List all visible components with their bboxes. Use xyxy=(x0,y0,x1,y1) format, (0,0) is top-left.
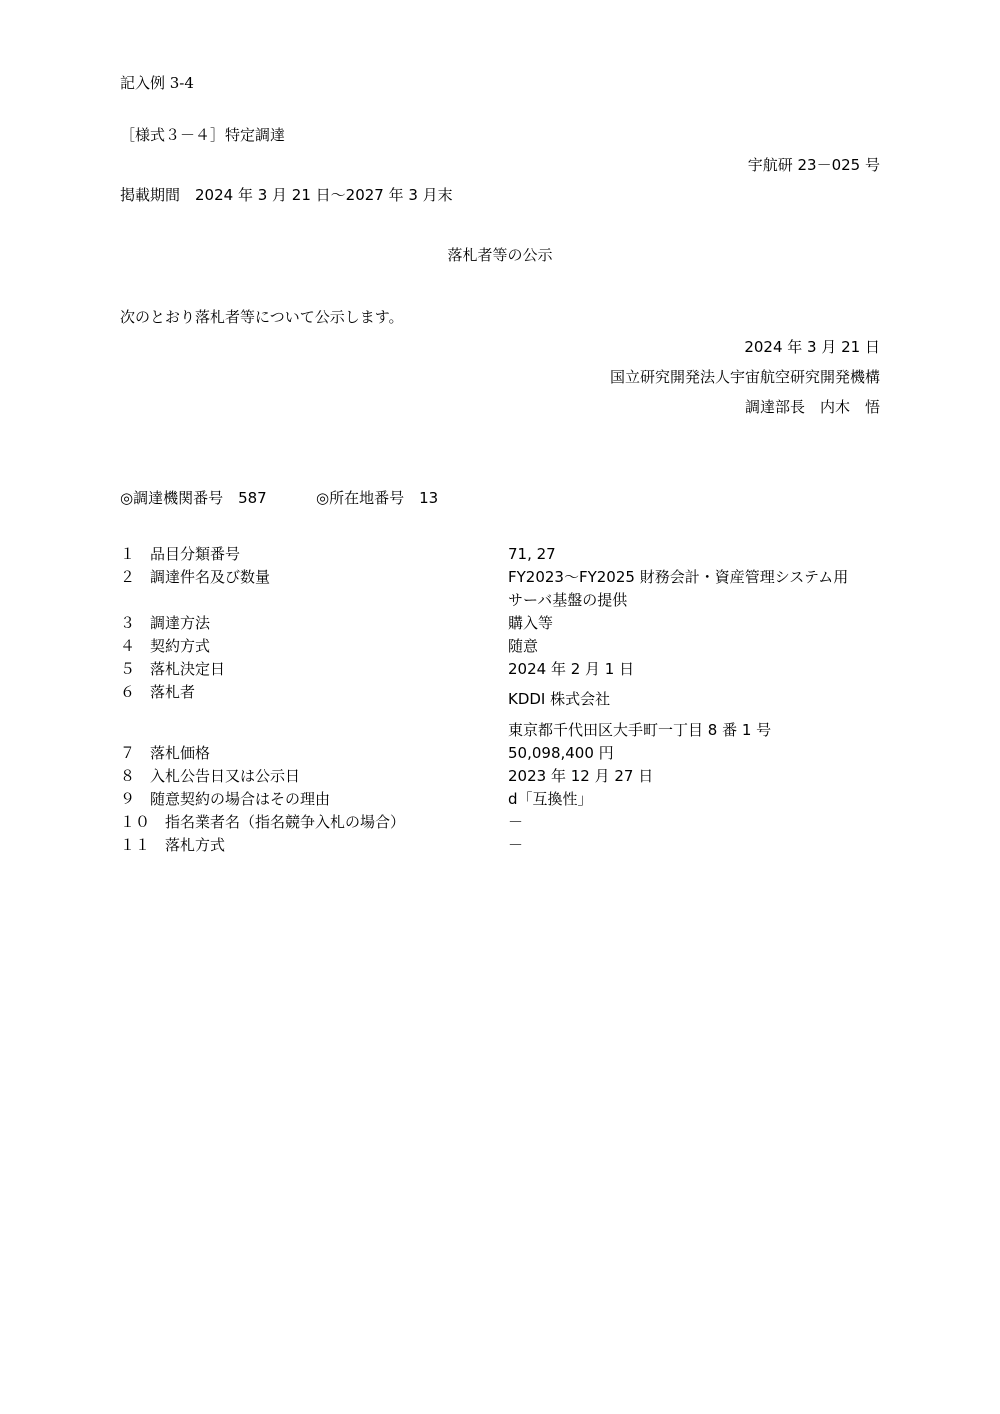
document-number: 宇航研 23－025 号 xyxy=(747,156,880,174)
page-title: 落札者等の公示 xyxy=(447,246,553,264)
item-value: 2024 年 2 月 1 日 xyxy=(508,660,635,678)
item-value: 50,098,400 円 xyxy=(508,744,614,762)
posting-period: 掲載期間 2024 年 3 月 21 日～2027 年 3 月末 xyxy=(120,186,453,204)
issuer-organization: 国立研究開発法人宇宙航空研究開発機構 xyxy=(609,368,880,386)
item-value: 71, 27 xyxy=(508,545,556,563)
item-label: ２ 調達件名及び数量 xyxy=(120,568,271,586)
item-value: 東京都千代田区大手町一丁目 8 番 1 号 xyxy=(508,721,772,739)
item-label: ９ 随意契約の場合はその理由 xyxy=(120,790,331,808)
item-value: KDDI 株式会社 xyxy=(508,690,611,708)
item-label: ４ 契約方式 xyxy=(120,637,211,655)
item-label: ６ 落札者 xyxy=(120,683,196,701)
item-label: ５ 落札決定日 xyxy=(120,660,226,678)
agency-code: ◎調達機関番号 587 xyxy=(120,489,267,507)
item-value: 2023 年 12 月 27 日 xyxy=(508,767,654,785)
item-value: FY2023～FY2025 財務会計・資産管理システム用 xyxy=(508,568,849,586)
location-code: ◎所在地番号 13 xyxy=(316,489,439,507)
item-value: d「互換性」 xyxy=(508,790,593,808)
intro-text: 次のとおり落札者等について公示します。 xyxy=(120,308,404,326)
item-value: － xyxy=(508,813,524,831)
item-value: 随意 xyxy=(508,637,539,655)
item-label: ７ 落札価格 xyxy=(120,744,211,762)
item-label: １０ 指名業者名（指名競争入札の場合） xyxy=(120,813,406,831)
item-label: １ 品目分類番号 xyxy=(120,545,241,563)
item-label: １１ 落札方式 xyxy=(120,836,226,854)
item-value: － xyxy=(508,836,524,854)
item-value: サーバ基盤の提供 xyxy=(508,591,628,609)
issue-date: 2024 年 3 月 21 日 xyxy=(744,338,880,356)
form-label: ［様式３－４］特定調達 xyxy=(120,126,286,144)
example-label: 記入例 3-4 xyxy=(120,74,194,92)
item-label: ８ 入札公告日又は公示日 xyxy=(120,767,301,785)
item-label: ３ 調達方法 xyxy=(120,614,211,632)
item-value: 購入等 xyxy=(508,614,554,632)
issuer-person: 調達部長 内木 悟 xyxy=(744,398,880,416)
